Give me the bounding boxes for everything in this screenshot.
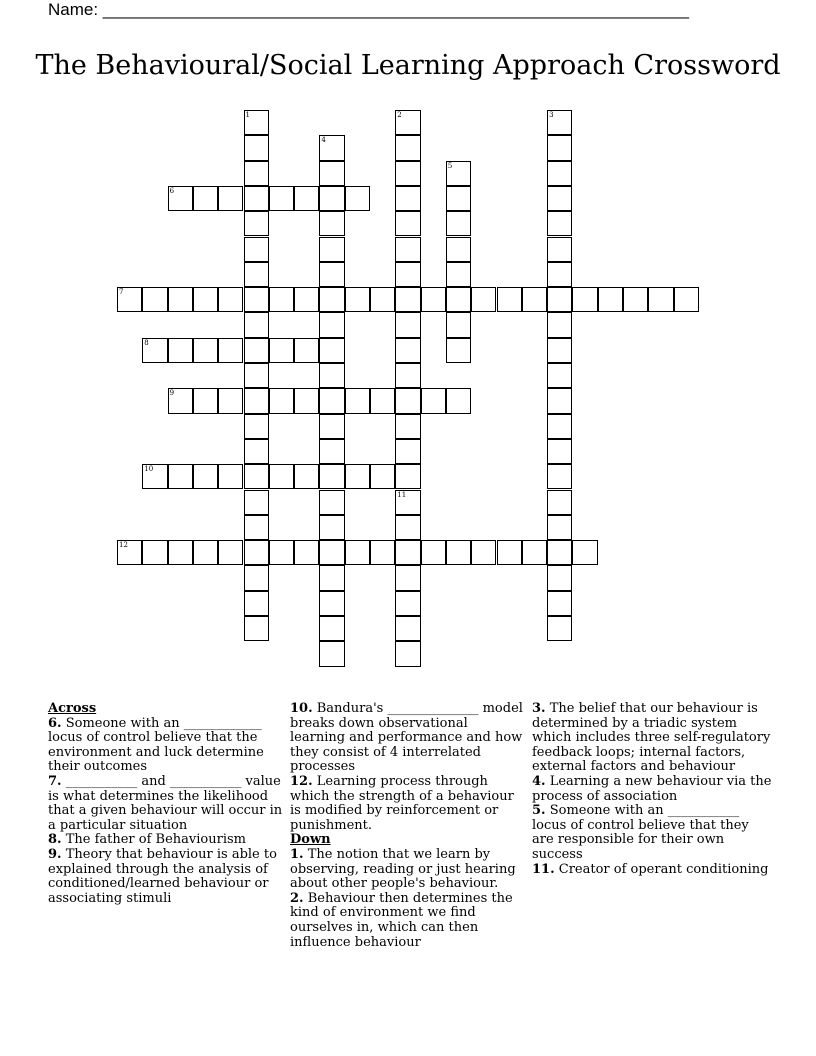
grid-cell[interactable] [395,641,420,666]
grid-cell[interactable] [244,135,269,160]
grid-cell[interactable] [168,540,193,565]
grid-cell[interactable] [319,515,344,540]
grid-cell[interactable] [319,540,344,565]
grid-cell[interactable] [547,363,572,388]
clue-across-12: 12. Learning process through which the strength of a behaviour is modified by reinforcement or punishment. [290,773,514,833]
grid-cell[interactable] [244,490,269,515]
grid-cell[interactable] [446,338,471,363]
grid-cell[interactable] [547,237,572,262]
grid-cell[interactable] [598,287,623,312]
grid-cell[interactable] [395,591,420,616]
grid-cell[interactable] [218,540,243,565]
grid-cell[interactable] [395,439,420,464]
grid-cell[interactable] [193,540,218,565]
clue-across-6: 6. Someone with an ____________ locus of control believe that the environment and luck determine their outcomes [48,715,264,775]
grid-cell[interactable] [168,186,193,211]
clues-column-3 [532,702,772,877]
grid-cell[interactable] [395,312,420,337]
grid-cell[interactable] [471,287,496,312]
grid-cell[interactable] [648,287,673,312]
grid-cell[interactable] [319,616,344,641]
grid-cell[interactable] [547,287,572,312]
grid-cell[interactable] [244,338,269,363]
grid-cell[interactable] [244,439,269,464]
grid-cell[interactable] [547,110,572,135]
grid-cell[interactable] [244,515,269,540]
grid-cell[interactable] [244,388,269,413]
grid-cell[interactable] [395,388,420,413]
grid-cell[interactable] [244,161,269,186]
grid-cell[interactable] [193,464,218,489]
grid-cell[interactable] [244,237,269,262]
grid-cell[interactable] [244,262,269,287]
grid-cell[interactable] [421,540,446,565]
grid-cell[interactable] [370,287,395,312]
grid-cell[interactable] [319,312,344,337]
grid-cell[interactable] [319,388,344,413]
grid-cell[interactable] [395,186,420,211]
grid-cell[interactable] [547,515,572,540]
page-title: The Behavioural/Social Learning Approach Crossword [35,50,781,81]
grid-cell[interactable] [522,287,547,312]
grid-cell[interactable] [193,388,218,413]
grid-cell[interactable] [244,363,269,388]
grid-cell[interactable] [319,262,344,287]
grid-cell[interactable] [193,186,218,211]
clue-down-4: 4. Learning a new behaviour via the process of association [532,773,772,804]
grid-cell[interactable] [395,211,420,236]
grid-cell[interactable] [218,287,243,312]
clue-number: 11 [397,490,407,499]
grid-cell[interactable] [395,565,420,590]
grid-cell[interactable] [294,287,319,312]
grid-cell[interactable] [319,135,344,160]
grid-cell[interactable] [319,490,344,515]
grid-cell[interactable] [319,565,344,590]
grid-cell[interactable] [446,540,471,565]
name-field-line[interactable]: Name: ______________________________________________________________ [48,0,689,19]
grid-cell[interactable] [395,414,420,439]
grid-cell[interactable] [168,338,193,363]
grid-cell[interactable] [395,515,420,540]
grid-cell[interactable] [395,135,420,160]
grid-cell[interactable] [142,287,167,312]
clues-column-1 [48,702,283,906]
grid-cell[interactable] [395,490,420,515]
grid-cell[interactable] [497,287,522,312]
down-heading: Down [290,832,331,848]
clue-down-3: 3. The belief that our behaviour is determined by a triadic system which includes three self-regulatory feedback loops; internal factors, external factors and behaviour [532,701,771,775]
grid-cell[interactable] [244,211,269,236]
grid-cell[interactable] [547,211,572,236]
grid-cell[interactable] [244,616,269,641]
grid-cell[interactable] [319,464,344,489]
grid-cell[interactable] [244,312,269,337]
grid-cell[interactable] [446,186,471,211]
grid-cell[interactable] [446,287,471,312]
grid-cell[interactable] [319,237,344,262]
clue-number: 1 [245,111,250,119]
grid-cell[interactable] [294,464,319,489]
grid-cell[interactable] [319,338,344,363]
across-heading: Across [48,701,97,716]
grid-cell[interactable] [395,262,420,287]
grid-cell[interactable] [244,540,269,565]
grid-cell[interactable] [269,540,294,565]
grid-cell[interactable] [446,388,471,413]
grid-cell[interactable] [193,287,218,312]
clue-number: 8 [144,338,149,347]
grid-cell[interactable] [547,338,572,363]
grid-cell[interactable] [244,565,269,590]
grid-cell[interactable] [547,161,572,186]
clue-down-2: 2. Behaviour then determines the kind of environment we find ourselves in, which can then influence behaviour [290,890,513,950]
grid-cell[interactable] [218,464,243,489]
grid-cell[interactable] [345,186,370,211]
grid-cell[interactable] [168,287,193,312]
grid-cell[interactable] [269,186,294,211]
clue-number: 9 [169,389,175,398]
grid-cell[interactable] [547,186,572,211]
grid-cell[interactable] [446,237,471,262]
grid-cell[interactable] [244,287,269,312]
grid-cell[interactable] [218,338,243,363]
clues-column-2 [290,702,526,950]
grid-cell[interactable] [395,110,420,135]
grid-cell[interactable] [395,616,420,641]
grid-cell[interactable] [319,287,344,312]
grid-cell[interactable] [446,161,471,186]
grid-cell[interactable] [547,388,572,413]
grid-cell[interactable] [244,464,269,489]
grid-cell[interactable] [547,135,572,160]
grid-cell[interactable] [345,464,370,489]
grid-cell[interactable] [572,287,597,312]
grid-cell[interactable] [142,338,167,363]
grid-cell[interactable] [294,388,319,413]
clue-number: 2 [397,111,402,119]
grid-cell[interactable] [547,540,572,565]
clue-across-8: 8. The father of Behaviourism [48,832,246,848]
grid-cell[interactable] [370,388,395,413]
grid-cell[interactable] [547,490,572,515]
grid-cell[interactable] [471,540,496,565]
grid-cell[interactable] [168,464,193,489]
clue-number: 10 [144,465,154,474]
grid-cell[interactable] [319,591,344,616]
clue-across-9: 9. Theory that behaviour is able to explained through the analysis of conditioned/learned behaviour or associating stimuli [48,846,277,906]
grid-cell[interactable] [269,287,294,312]
clue-number: 7 [119,288,124,297]
grid-cell[interactable] [168,388,193,413]
clue-number: 4 [321,136,326,145]
grid-cell[interactable] [319,161,344,186]
grid-cell[interactable] [674,287,699,312]
grid-cell[interactable] [395,464,420,489]
clue-down-1: 1. The notion that we learn by observing, reading or just hearing about other people's behaviour. [290,846,516,892]
grid-cell[interactable] [117,540,142,565]
grid-cell[interactable] [547,616,572,641]
grid-cell[interactable] [395,338,420,363]
grid-cell[interactable] [572,540,597,565]
grid-cell[interactable] [319,363,344,388]
grid-cell[interactable] [319,211,344,236]
clue-down-5: 5. Someone with an ___________ locus of control believe that they are responsible for their own success [532,803,749,862]
grid-cell[interactable] [269,388,294,413]
grid-cell[interactable] [244,591,269,616]
grid-cell[interactable] [421,287,446,312]
grid-cell[interactable] [142,464,167,489]
grid-cell[interactable] [319,439,344,464]
grid-cell[interactable] [395,287,420,312]
grid-cell[interactable] [547,464,572,489]
grid-cell[interactable] [522,540,547,565]
grid-cell[interactable] [370,464,395,489]
clue-number: 6 [169,186,175,195]
grid-cell[interactable] [446,312,471,337]
clue-across-7: 7. ___________ and ___________ value is what determines the likelihood that a given behaviour will occur in a particular situation [48,773,283,833]
grid-cell[interactable] [547,439,572,464]
grid-cell[interactable] [294,540,319,565]
grid-cell[interactable] [142,540,167,565]
grid-cell[interactable] [345,388,370,413]
grid-cell[interactable] [345,540,370,565]
grid-cell[interactable] [319,186,344,211]
grid-cell[interactable] [446,262,471,287]
grid-cell[interactable] [547,312,572,337]
grid-cell[interactable] [395,363,420,388]
grid-cell[interactable] [395,540,420,565]
grid-cell[interactable] [294,186,319,211]
grid-cell[interactable] [269,338,294,363]
grid-cell[interactable] [218,388,243,413]
grid-cell[interactable] [395,161,420,186]
grid-cell[interactable] [446,211,471,236]
grid-cell[interactable] [244,414,269,439]
grid-cell[interactable] [244,186,269,211]
grid-cell[interactable] [319,641,344,666]
grid-cell[interactable] [547,565,572,590]
grid-cell[interactable] [395,237,420,262]
grid-cell[interactable] [547,591,572,616]
clue-number: 12 [119,541,128,550]
grid-cell[interactable] [547,262,572,287]
grid-cell[interactable] [244,110,269,135]
grid-cell[interactable] [218,186,243,211]
grid-cell[interactable] [117,287,142,312]
grid-cell[interactable] [370,540,395,565]
grid-cell[interactable] [497,540,522,565]
grid-cell[interactable] [269,464,294,489]
clue-across-10: 10. Bandura's ______________ model breaks down observational learning and performance and how they consist of 4 interrelated processes [290,701,523,775]
grid-cell[interactable] [319,414,344,439]
grid-cell[interactable] [623,287,648,312]
grid-cell[interactable] [345,287,370,312]
grid-cell[interactable] [193,338,218,363]
grid-cell[interactable] [294,338,319,363]
clue-number: 3 [549,111,554,119]
grid-cell[interactable] [547,414,572,439]
grid-cell[interactable] [421,388,446,413]
clue-number: 5 [447,161,453,170]
clue-down-11: 11. Creator of operant conditioning [532,861,769,877]
